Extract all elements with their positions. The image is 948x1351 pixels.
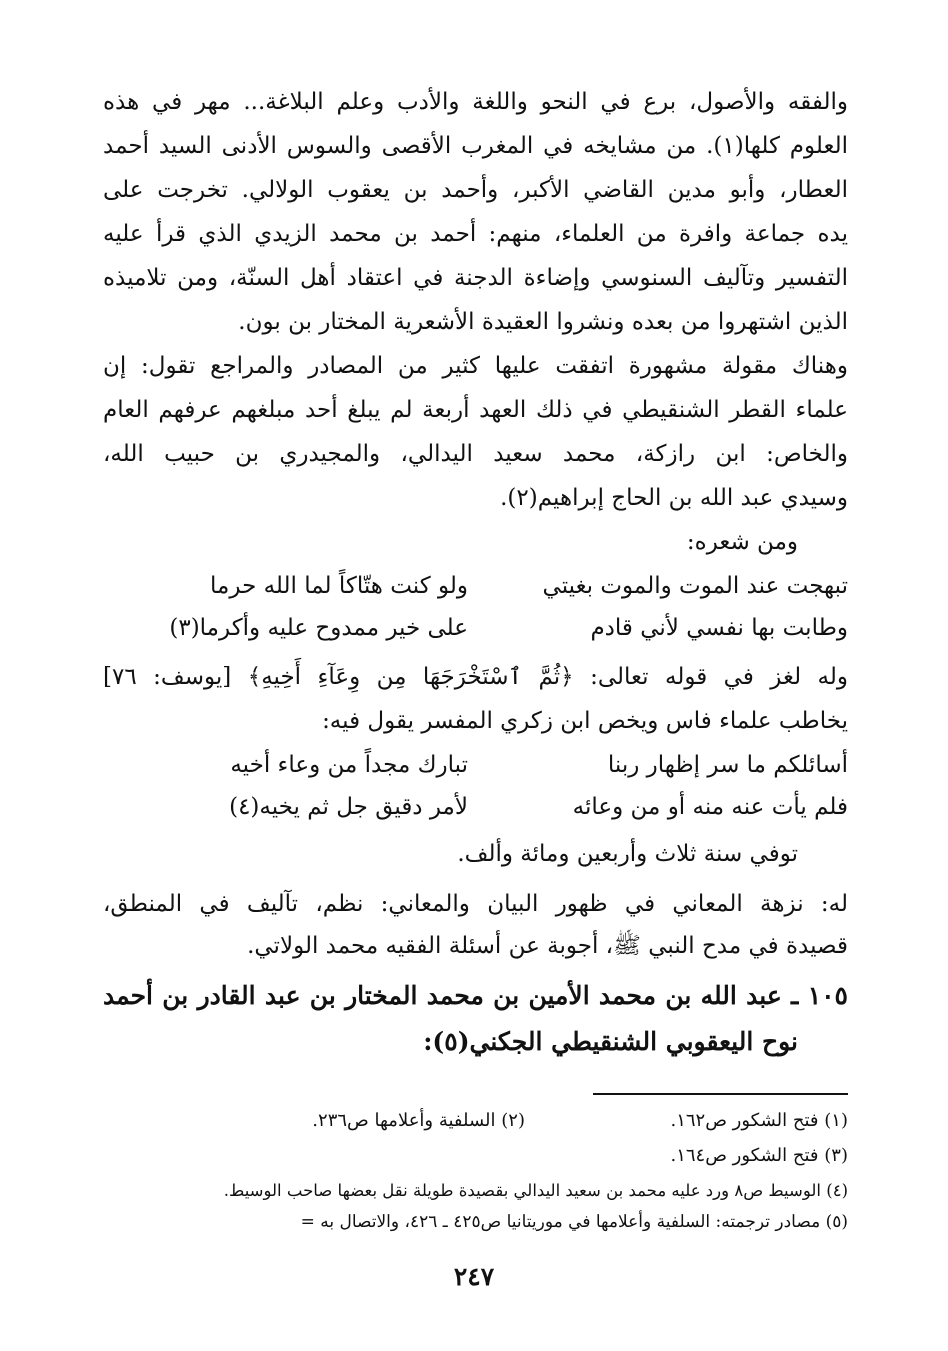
- death-date: توفي سنة ثلاث وأربعين ومائة وألف.: [457, 841, 798, 867]
- footnote-1: (١) فتح الشكور ص١٦٢.: [670, 1110, 848, 1131]
- para2-line-2: علماء القطر الشنقيطي في ذلك العهد أربعة لم يبلغ أحد مبلغهم عرفهم العام: [103, 397, 848, 423]
- works-line-2: قصيدة في مدح النبي ﷺ، أجوبة عن أسئلة الفقيه محمد الولاتي.: [247, 933, 848, 959]
- para2-line-1: وهناك مقولة مشهورة اتفقت عليها كثير من المصادر والمراجع تقول: إن: [103, 353, 848, 379]
- para1-line-3: العطار، وأبو مدين القاضي الأكبر، وأحمد بن يعقوب الولالي. تخرجت على: [103, 177, 848, 203]
- works-line-1: له: نزهة المعاني في ظهور البيان والمعاني: نظم، تآليف في المنطق،: [103, 891, 848, 917]
- entry-heading-line-2: نوح اليعقوبي الشنقيطي الجكني(٥):: [423, 1027, 798, 1056]
- para1-line-1: والفقه والأصول، برع في النحو واللغة والأدب وعلم البلاغة... مهر في هذه: [103, 89, 848, 115]
- footnote-rule: [593, 1093, 848, 1095]
- footnote-4: (٤) الوسيط ص٨ ورد عليه محمد بن سعيد اليدالي بقصيدة طويلة نقل بعضها صاحب الوسيط.: [223, 1181, 848, 1200]
- riddle-line-2: يخاطب علماء فاس ويخص ابن زكري المفسر يقول فيه:: [322, 708, 848, 734]
- verse1-second-hemistich: ولو كنت هتّاكاً لما الله حرما: [210, 573, 468, 599]
- para1-line-5: التفسير وتآليف السنوسي وإضاءة الدجنة في اعتقاد أهل السنّة، ومن تلاميذه: [103, 265, 848, 291]
- page-number: ٢٤٧: [453, 1262, 495, 1291]
- verse4-first-hemistich: فلم يأت عنه منه أو من وعائه: [572, 794, 848, 820]
- para1-line-2: العلوم كلها(١). من مشايخه في المغرب الأقصى والسوس الأدنى السيد أحمد: [103, 133, 849, 159]
- footnote-2: (٢) السلفية وأعلامها ص٢٣٦.: [312, 1110, 525, 1131]
- para1-line-6: الذين اشتهروا من بعده ونشروا العقيدة الأشعرية المختار بن بون.: [238, 309, 848, 335]
- footnote-3: (٣) فتح الشكور ص١٦٤.: [670, 1145, 848, 1166]
- poetry-intro: ومن شعره:: [686, 529, 798, 555]
- verse3-first-hemistich: أسائلكم ما سر إظهار ربنا: [607, 752, 848, 778]
- para1-line-4: يده جماعة وافرة من العلماء، منهم: أحمد بن محمد الزيدي الذي قرأ عليه: [103, 221, 848, 247]
- entry-heading-line-1: ١٠٥ ـ عبد الله بن محمد الأمين بن محمد المختار بن عبد القادر بن أحمد: [103, 981, 848, 1010]
- footnote-5: (٥) مصادر ترجمته: السلفية وأعلامها في موريتانيا ص٤٢٥ ـ ٤٢٦، والاتصال به =: [300, 1212, 848, 1232]
- verse3-second-hemistich: تبارك مجداً من وعاء أخيه: [230, 752, 468, 778]
- para2-line-3: والخاص: ابن رازكة، محمد سعيد اليدالي، والمجيدري بن حبيب الله،: [103, 441, 848, 467]
- verse4-second-hemistich: لأمر دقيق جل ثم يخيه(٤): [229, 794, 468, 820]
- para2-line-4: وسيدي عبد الله بن الحاج إبراهيم(٢).: [500, 485, 848, 511]
- verse2-second-hemistich: على خير ممدوح عليه وأكرما(٣): [169, 615, 468, 641]
- verse1-first-hemistich: تبهجت عند الموت والموت بغيتي: [542, 573, 848, 599]
- riddle-line-1: وله لغز في قوله تعالى: ﴿ثُمَّ ٱسْتَخْرَجَهَا مِن وِعَآءِ أَخِيهِ﴾ [يوسف: ٧٦]: [103, 664, 848, 690]
- verse2-first-hemistich: وطابت بها نفسي لأني قادم: [590, 615, 848, 641]
